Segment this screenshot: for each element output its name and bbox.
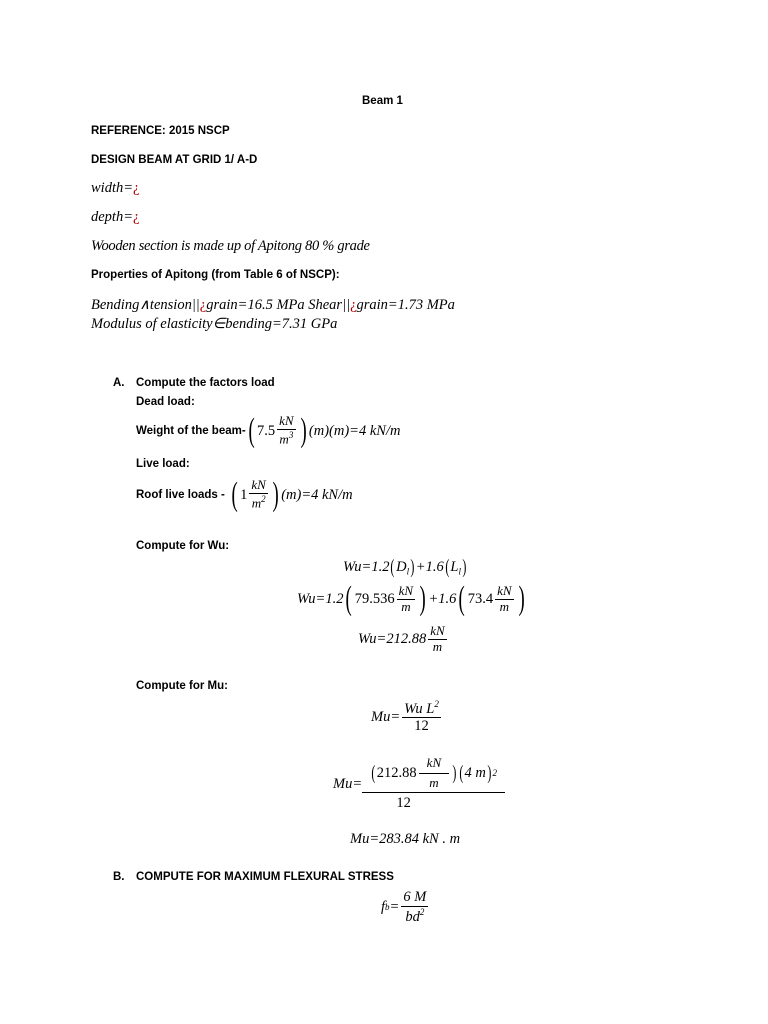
compute-wu-label: Compute for Wu: [136,540,230,552]
unit-num: kN [419,756,449,774]
eq-part: Wu=212.88 [358,630,427,647]
missing-glyph: ¿ [133,180,140,196]
exp: 2 [492,768,497,778]
section-b-heading: COMPUTE FOR MAXIMUM FLEXURAL STRESS [136,871,394,883]
fb-equation [381,887,430,927]
frac-num [362,756,505,794]
unit-den [277,430,295,447]
num-text: Wu L [404,700,435,717]
weight-unit [277,414,295,447]
paren: ( [458,580,466,617]
unit-num: kN [398,582,414,598]
eq-part: L [450,558,459,575]
exp: 2 [261,494,266,505]
properties-line-2: Modulus of elasticity∈bending=7.31 GPa [91,316,338,332]
prop-part: Bending∧tension|| [91,297,200,313]
paren: ( [371,761,376,784]
paren: ) [487,761,492,784]
missing-glyph: ¿ [350,297,357,313]
paren: ( [390,556,395,578]
width-line [91,180,139,197]
unit-den: m [499,598,509,614]
den-text: bd [405,908,420,925]
unit-frac [419,756,449,791]
weight-expr [246,414,401,448]
eq-part: D [396,558,407,575]
mu-equation-1 [371,697,443,737]
paren: ) [419,580,426,617]
dead-load-label: Dead load: [136,396,195,408]
subscript: b [385,902,390,912]
eq-part: Wu=1.2 [297,590,344,607]
eq-value: 212.88 [376,764,417,781]
prop-part: grain=1.73 MPa [356,297,455,313]
compute-mu-label: Compute for Mu: [136,680,228,692]
section-a-marker: A. [113,377,125,389]
mu-frac [402,699,441,735]
den-text: m [279,431,289,447]
width-label: width= [91,180,134,196]
unit-num: kN [497,582,512,598]
properties-line-1 [91,297,455,314]
eq-part: +1.6 [415,558,444,575]
paren: ( [346,580,353,617]
roof-tail: (m)=4 kN/m [281,486,353,503]
unit-frac [495,584,513,615]
design-heading: DESIGN BEAM AT GRID 1/ A-D [91,154,258,166]
unit-den: m [401,598,411,614]
depth-label: depth= [91,209,133,225]
properties-heading: Properties of Apitong (from Table 6 of NSCP): [91,269,340,281]
unit-den: m [432,638,443,654]
prop-part: grain=16.5 MPa Shear|| [206,297,351,313]
exp: 2 [434,698,439,709]
eq-part: 4 m [464,764,486,781]
unit-num: kN [430,622,445,638]
paren: ) [452,761,457,784]
eq-part: +1.6 [428,590,457,607]
unit-num: kN [279,413,294,429]
frac-num [402,699,441,719]
eq-value: 73.4 [467,590,494,607]
frac-num: 6 M [403,888,427,905]
paren: ) [518,580,525,617]
eq-part: Mu= [333,775,363,792]
exp: 3 [288,430,294,441]
wu-equation-3 [358,618,449,660]
fb-frac [401,889,428,925]
eq-part: Wu=1.2 [343,558,390,575]
paren: ( [248,412,255,449]
paren: ) [272,476,279,513]
roof-unit [249,478,267,511]
frac-den [403,907,426,926]
paren: ( [459,761,464,784]
section-a-heading: Compute the factors load [136,377,275,389]
mu-equation-2 [333,756,505,812]
reference-line: REFERENCE: 2015 NSCP [91,125,230,137]
eq-part: f [381,898,386,915]
unit-frac [428,624,446,655]
live-load-label: Live load: [136,458,190,470]
mu-equation-3: Mu=283.84 kN . m [350,831,461,847]
depth-line [91,209,139,226]
subscript: l [458,566,461,577]
subscript: l [406,566,410,577]
paren: ( [445,556,450,578]
weight-label: Weight of the beam- [136,425,246,437]
frac-den: 12 [396,795,411,812]
missing-glyph: ¿ [199,297,207,313]
weight-equation [136,408,400,454]
roof-coef: 1 [240,486,248,503]
roof-label: Roof live loads - [136,489,225,501]
missing-glyph: ¿ [133,209,140,225]
eq-value: 79.536 [354,590,395,607]
roof-expr [229,478,353,512]
mu-long-frac [362,756,505,813]
paren: ) [462,556,467,578]
den-text: m [251,495,262,511]
unit-num: kN [251,477,266,493]
unit-den [250,494,268,511]
eq-part: = [389,898,400,915]
section-b-marker: B. [113,871,125,883]
unit-frac [397,584,415,615]
unit-den: m [429,774,439,790]
paren: ) [300,412,307,449]
page-title: Beam 1 [362,95,403,107]
paren: ) [410,556,415,578]
frac-den: 12 [414,718,429,735]
weight-tail: (m)(m)=4 kN/m [308,422,401,439]
eq-part: Mu= [371,708,401,725]
paren: ( [231,476,238,513]
wooden-section-line: Wooden section is made up of Apitong 80 % grade [91,238,370,254]
weight-coef: 7.5 [257,422,276,439]
roof-equation [136,472,353,518]
wu-equation-2 [297,576,527,622]
exp: 2 [419,906,425,917]
